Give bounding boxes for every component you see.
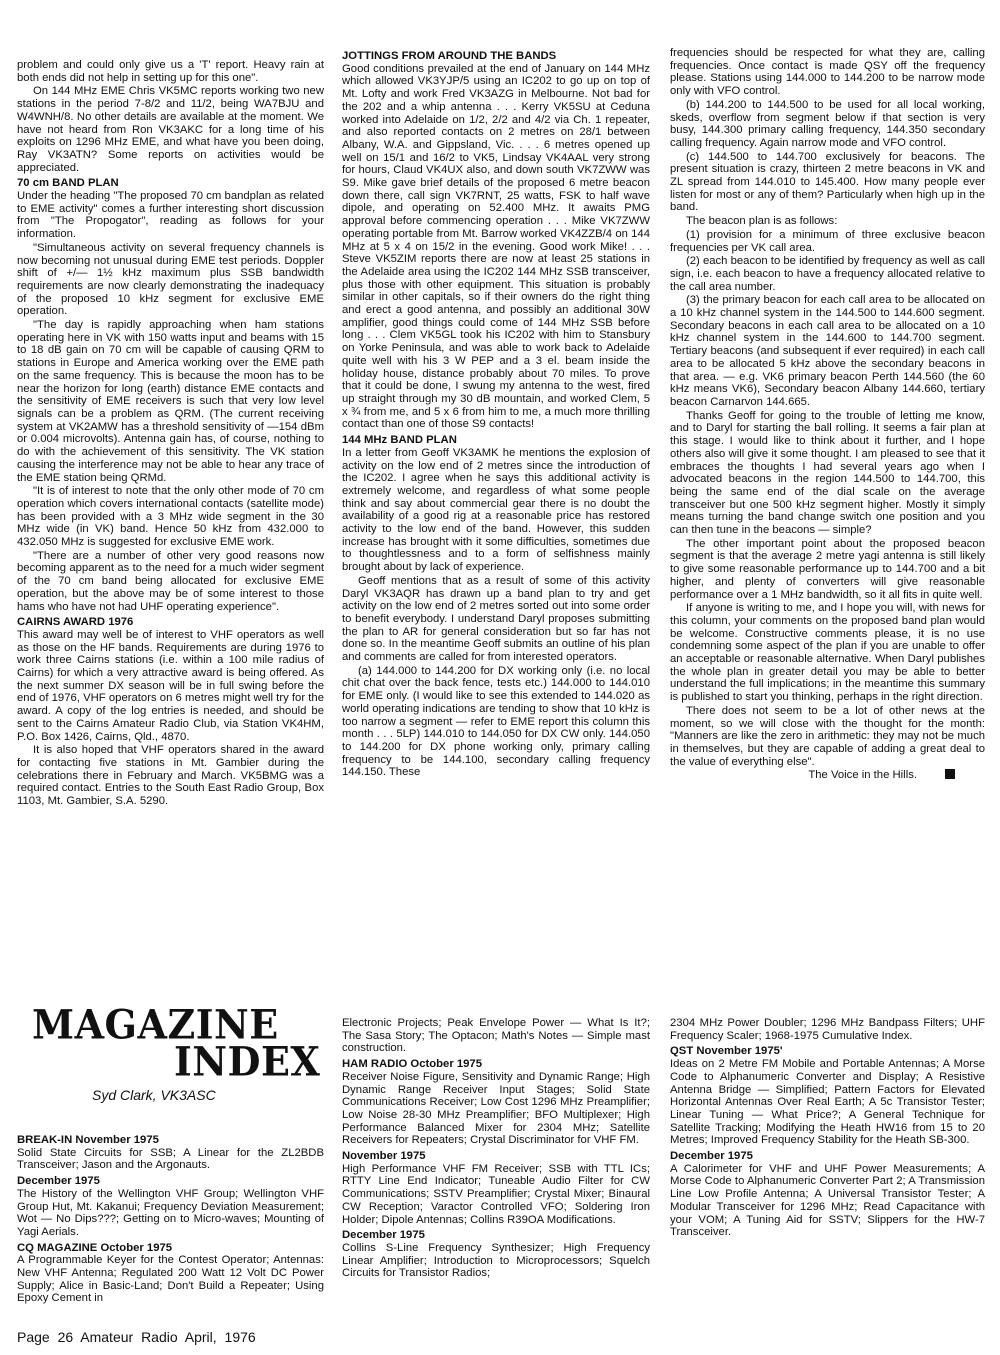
paragraph: Electronic Projects; Peak Envelope Power — What Is It?; The Sasa Story; The Optacon; Math's Notes — Simple mast construction. xyxy=(342,1017,650,1055)
section-heading: JOTTINGS FROM AROUND THE BANDS xyxy=(342,50,557,62)
page-footer: Page 26 Amateur Radio April, 1976 xyxy=(17,1329,256,1345)
paragraph: problem and could only give us a 'T' report. Heavy rain at both ends did not help in setting up for this one". xyxy=(17,59,324,84)
magazine-index-title-word2: INDEX xyxy=(174,1037,321,1086)
paragraph: (1) provision for a minimum of three exclusive beacon frequencies per VK call area. xyxy=(670,228,985,254)
magazine-index-column-1 xyxy=(17,1131,324,1306)
section-heading: CAIRNS AWARD 1976 xyxy=(17,616,134,629)
paragraph: "Simultaneous activity on several frequency channels is now becoming not unusual during EME test periods. Doppler shift of +/— 1½ kHz maximum plus SSB bandwidth requirements are now clearly demonstrating the inadequacy of the proposed 10 kHz segment for exclusive EME operation. xyxy=(17,241,324,318)
section-heading: 70 cm BAND PLAN xyxy=(17,177,119,190)
section-heading: CQ MAGAZINE October 1975 xyxy=(17,1241,173,1254)
paragraph: 2304 MHz Power Doubler; 1296 MHz Bandpass Filters; UHF Frequency Scaler; 1968-1975 Cumulative Index. xyxy=(670,1017,985,1042)
paragraph: Geoff mentions that as a result of some of this activity Daryl VK3AQR has drawn up a band plan to try and get activity on the low end of 2 metres sorted out into some order to benefit everybody. I understand Daryl proposes submitting the plan to AR for general consideration but so far has not done so. In the meantime Geoff submits an outline of his plan and comments are called for from interested operators. xyxy=(342,574,650,664)
paragraph: A Calorimeter for VHF and UHF Power Measurements; A Morse Code to Alphanumeric Converter Part 2; A Transmission Line Low Profile Antenna; A Universal Transistor Tester; A Modular Transceiver for 1296 MHz; Read Capacitance with your VOM; A Tuning Aid for SSTV; Slippers for the HW-7 Transceiver. xyxy=(670,1162,985,1239)
paragraph: Solid State Circuits for SSB; A Linear for the ZL2BDB Transceiver; Jason and the Argonauts. xyxy=(17,1146,324,1172)
paragraph: Receiver Noise Figure, Sensitivity and Dynamic Range; High Dynamic Range Receiver Input Stages; Solid State Communications Receiver; Low Cost 1296 MHz Preamplifier; Low Noise 28-30 MHz Preamplifier; BFO Multiplexer; High Performance Balanced Mixer for 2304 MHz; Satellite Receivers for Repeaters; Crystal Discriminator for VHF FM. xyxy=(342,1070,650,1147)
article-column-3 xyxy=(670,47,985,783)
article-column-1 xyxy=(17,59,324,809)
magazine-index-title-word1: MAGAZINE xyxy=(32,1000,279,1049)
article-column-2 xyxy=(342,47,650,780)
magazine-index-title xyxy=(32,1000,321,1086)
magazine-index-column-2 xyxy=(342,1017,650,1281)
end-mark-icon xyxy=(945,769,955,779)
section-heading: HAM RADIO October 1975 xyxy=(342,1058,482,1071)
paragraph: (b) 144.200 to 144.500 to be used for all local working, skeds, overflow from segment below if that section is very busy, 144.300 primary calling frequency, 144.350 secondary calling frequency. Again narrow mode and VFO control. xyxy=(670,98,985,149)
paragraph: The other important point about the proposed beacon segment is that the average 2 metre yagi antenna is still likely to give some reasonable performance up to 144.700 and a bit higher, and plenty of converters will give reasonable performance over a 1 MHz bandwidth, so it all fits in quite well. xyxy=(670,537,985,601)
paragraph: It is also hoped that VHF operators shared in the award for contacting five stations in Mt. Gambier during the celebrations there in February and March. VK5BMG was a required contact. Entries to the South East Radio Group, Box 1103, Mt. Gambier, S.A. 5290. xyxy=(17,744,324,808)
paragraph: If anyone is writing to me, and I hope you will, with news for this column, your comments on the proposed band plan would be welcome. Constructive comments please, it is no use condemning some aspect of the plan if you are unable to offer an acceptable or reasonable alternative. When Daryl publishes the whole plan in greater detail you may be able to better understand the full implications; in the meantime this summary is published to start you thinking, perhaps in the right direction. xyxy=(670,602,985,704)
paragraph: "There are a number of other very good reasons now becoming apparent as to the need for a much wider segment of the 70 cm band being allocated for exclusive EME operation, but the above may be of some interest to those hams who have not had UHF operating experience". xyxy=(17,549,324,613)
section-heading: 144 MHz BAND PLAN xyxy=(342,434,457,447)
signature-text: The Voice in the Hills. xyxy=(808,769,917,782)
paragraph: "It is of interest to note that the only other mode of 70 cm operation which covers international contacts (satellite mode) has been provided with a 3 MHz wide segment in the 30 MHz wide (in VK) band. Hence 50 kHz from 432.000 to 432.050 MHz is suggested for exclusive EME work. xyxy=(17,485,324,549)
paragraph: (a) 144.000 to 144.200 for DX working only (i.e. no local chit chat over the back fence, tests etc.) 144.000 to 144.010 for EME only. (I would like to see this extended to 144.020 as world operating indications are tending to show that 10 kHz is too narrow a segment — refer to EME report this column this month . . . 5LP) 144.010 to 144.050 for DX CW only. 144.050 to 144.200 for DX phone working only, primary calling frequency to be 144.100, secondary calling frequency 144.150. These xyxy=(342,664,650,779)
paragraph: There does not seem to be a lot of other news at the moment, so we will close with the thought for the month: "Manners are like the zero in arithmetic: they may not be much in themselves, but they are capable of adding a great deal to the value of everything else". xyxy=(670,704,985,768)
paragraph: The History of the Wellington VHF Group; Wellington VHF Group Hut, Mt. Kakanui; Frequency Deviation Measurement; Wot — No Dips???; Getting on to Micro-waves; Mounting of Yagi Aerials. xyxy=(17,1187,324,1238)
paragraph: Good conditions prevailed at the end of January on 144 MHz which allowed VK3YJP/5 using an IC202 to go up on top of Mt. Lofty and work Fred VK3AZG in Melbourne. Not bad for the 202 and a whip antenna . . . Kerry VK5SU at Ceduna worked into Adelaide on 1/2, 2/2 and 4/2 via Ch. 1 repeater, and also reported contacts on 2 metres on 28/1 between Albany, W.A. and Gippsland, Vic. . . . 6 metres opened up well on 15/1 and 16/2 to VK5, Lindsay VK4AAL very strong for hours, Claud VK4UX also, and down south VK7ZWW was S9. Mike gave brief details of the proposed 6 metre beacon down there, call sign VK7RNT, 25 watts, FSK to half wave dipole, and operating on 52.400 MHz. It awaits PMG approval before commencing operation . . . Mike VK7ZWW operating portable from Mt. Barrow worked VK4ZZB/4 on 144 MHz at 5 x 4 on 15/2 in the evening. Good work Mike! . . . Steve VK5ZIM reports there are now at least 25 stations in the Adelaide area using the IC202 144 MHz SSB transceiver, plus those with other equipment. This situation is probably similar in other capitals, so if their owners do the right thing and erect a good antenna, and possibly an additional 30W amplifier, good things could come of 144 MHz SSB before long . . . Clem VK5GL took his IC202 with him to Stansbury on Yorke Peninsula, and was able to work back to Adelaide quite well with his 3 W PEP and a 3 el. beam inside the holiday house, distance probably about 70 miles. To prove that it could be done, I swung my antenna to the west, fired up straight through my 30 dB mountain, and worked Clem, 5 x ¾ from me, and 5 x 6 from him to me, a much more thrilling contact than one of those S9 contacts! xyxy=(342,62,650,431)
paragraph: High Performance VHF FM Receiver; SSB with TTL ICs; RTTY Line End Indicator; Tuneable Audio Filter for CW Communications; SSTV Preamplifier; Crystal Mixer; Binaural CW Reception; Varactor Controlled VFO; Soldering Iron Holder; Dipole Antennas; Collins R39OA Modifications. xyxy=(342,1162,650,1226)
paragraph: A Programmable Keyer for the Contest Operator; Antennas: New VHF Antenna; Regulated 200 Watt 12 Volt DC Power Supply; Alice in Basic-Land; Don't Build a Repeater; Using Epoxy Cement in xyxy=(17,1254,324,1305)
section-heading: QST November 1975' xyxy=(670,1045,783,1058)
section-heading: BREAK-IN November 1975 xyxy=(17,1134,159,1146)
signature xyxy=(670,769,985,782)
paragraph: The beacon plan is as follows: xyxy=(686,215,838,228)
magazine-index-column-3 xyxy=(670,1017,985,1240)
section-heading: December 1975 xyxy=(17,1175,100,1188)
paragraph: In a letter from Geoff VK3AMK he mentions the explosion of activity on the low end of 2 metres since the introduction of the IC202. I agree when he says this additional activity is extremely welcome, and regardless of what some people think and say about commercial gear there is no doubt the availability of a good rig at a reasonable price has restored activity to the low end of the band. However, this sudden increase has brought with it some difficulties, sometimes due to thoughtlessness and to a form of selfishness mainly brought about by lack of experience. xyxy=(342,446,650,574)
magazine-index-byline: Syd Clark, VK3ASC xyxy=(92,1087,216,1103)
section-heading: December 1975 xyxy=(342,1229,425,1242)
paragraph: (c) 144.500 to 144.700 exclusively for beacons. The present situation is crazy, thirteen 2 metre beacons in VK and ZL spread from 144.010 to 145.400. How many people ever listen for most or any of them? Particularly when high up in the band. xyxy=(670,150,985,214)
paragraph: On 144 MHz EME Chris VK5MC reports working two new stations in the period 7-8/2 and 11/2, being WA7BJU and W4WNH/8. No other details are available at the moment. We have not heard from Ron VK3AKC for a long time of his exploits on 1296 MHz EME, and what have you been doing, Ray VK3ATN? Some reports on activities would be appreciated. xyxy=(17,85,324,174)
paragraph: (3) the primary beacon for each call area to be allocated on a 10 kHz channel system in the 144.500 to 144.600 segment. Secondary beacons in each call area to be allocated on a 10 kHz channel system in the 144.600 to 144.700 segment. Tertiary beacons (and subsequent if ever required) in each call area to be allocated 5 kHz above the secondary beacons in that area. — e.g. VK6 primary beacon Perth 144.560 (the 60 kHz means VK6), Secondary beacon Albany 144.660, tertiary beacon Carnarvon 144.665. xyxy=(670,294,985,408)
paragraph: (2) each beacon to be identified by frequency as well as call sign, i.e. each beacon to have a frequency allocated relative to the call area number. xyxy=(670,255,985,293)
paragraph: "The day is rapidly approaching when ham stations operating here in VK with 150 watts input and beams with 15 to 18 dB gain on 70 cm will be capable of causing QRM to stations in Europe and America working over the EME path on the same frequency. This is because the moon has to be near the horizon for long (earth) distance EME contacts and the sensitivity of EME receivers is such that very low level signals can be a problem as QRM. (The current receiving system at VK2AMW has a threshold sensitivity of —154 dBm or 0.004 microvolts). Antenna gain has, of course, nothing to do with the achievement of this sensitivity. The VK station causing the interference may not be able to hear any trace of the EME station being QRMd. xyxy=(17,319,324,484)
section-heading: December 1975 xyxy=(670,1150,753,1163)
paragraph: This award may well be of interest to VHF operators as well as those on the HF bands. Requirements are during 1976 to work three Cairns stations (i.e. within a 100 mile radius of Cairns) for which a very attractive award is being offered. As the next summer DX season will be in full swing before the end of 1976, VHF operators on 6 metres might well try for the award. A copy of the log entries is needed, and should be sent to the Cairns Amateur Radio Club, via Station VK4HM, P.O. Box 1426, Cairns, Qld., 4870. xyxy=(17,628,324,743)
paragraph: frequencies should be respected for what they are, calling frequencies. Once contact is made QSY off the frequency please. Stations using 144.000 to 144.200 to be narrow mode only with VFO control. xyxy=(670,47,985,98)
paragraph: Ideas on 2 Metre FM Mobile and Portable Antennas; A Morse Code to Alphanumeric Converter and Display; A Resistive Antenna Bridge — Simplified; Pattern Factors for Elevated Horizontal Antennas Over Real Earth; A 5c Transistor Tester; Linear Tuning — What Price?; A General Technique for Satellite Tracking; Modifying the Heath HW16 from 15 to 20 Metres; Improved Frequency Stability for the Heath SB-300. xyxy=(670,1058,985,1147)
paragraph: Under the heading "The proposed 70 cm bandplan as related to EME activity" comes a further interesting short discussion from "The Propogator", reading as follows for your information. xyxy=(17,190,324,241)
paragraph: Collins S-Line Frequency Synthesizer; High Frequency Linear Amplifier; Introduction to Microprocessors; Squelch Circuits for Transistor Radios; xyxy=(342,1241,650,1280)
section-heading: November 1975 xyxy=(342,1150,426,1163)
paragraph: Thanks Geoff for going to the trouble of letting me know, and to Daryl for starting the ball rolling. It seems a fair plan at this stage. I would like to think about it further, and I hope others also will give it some thought. I am pleased to see that it embraces the thoughts I had several years ago when I advocated beacons in the region 144.500 to 144.700, this being the same end of the dial scale on the average transceiver but one 500 kHz segment higher. Mostly it simply means turning the band change switch one position and you can then tune in the beacons — simple? xyxy=(670,409,985,537)
